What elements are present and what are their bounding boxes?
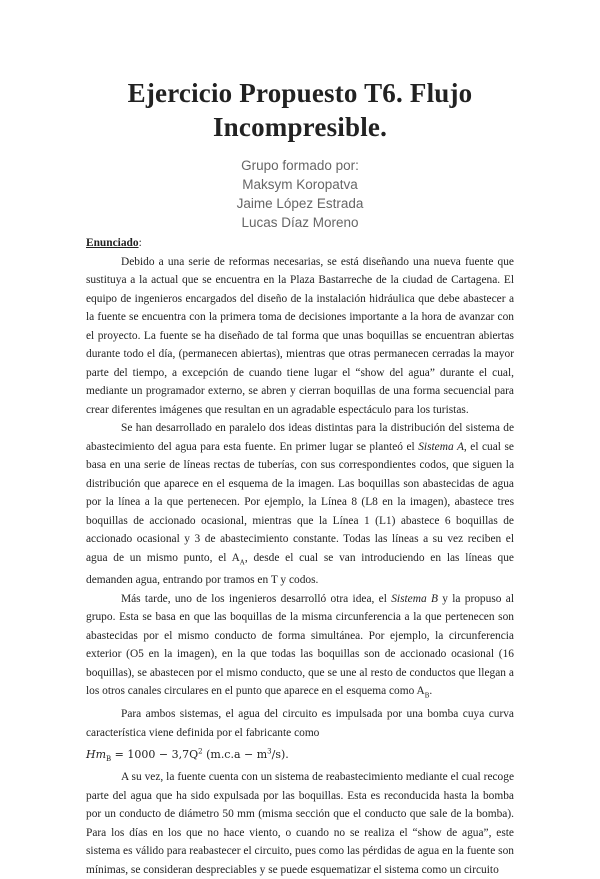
authors-block [86,156,514,232]
formula-sup: 3 [267,747,272,756]
paragraph: A su vez, la fuente cuenta con un sistema de reabastecimiento mediante el cual recoge parte del agua que ha sido expulsada por las boquillas. Esta es reconducida hasta la bomba por un conducto de diámetro 50 mm (misma sección que el conducto que sale de la bomba). Para los días en los que no hace viento, o cuando no se realiza el “show de agua”, este sistema es válido para reabastecer el circuito, pues como las pérdidas de agua en la fuente son mínimas, se consideran despreciables y se puede esquematizar el sistema como un circuito [86,771,514,876]
pump-curve-formula [86,748,289,761]
subscript: B [424,691,430,700]
section-heading-text: Enunciado [86,237,139,249]
paragraph-text: Se han desarrollado en paralelo dos ideas distintas para la distribución del sistema de abastecimiento del agua para esta fuente. En primer lugar se planteó el [86,422,514,453]
section-heading-colon: : [138,237,142,249]
formula-rhs: /s). [271,747,289,761]
system-a-name: Sistema A [418,440,464,453]
paragraph-text: , desde el cual se van introduciendo en las líneas que demanden agua, entrando por tramos en T y codos. [86,551,514,587]
author-name: Lucas Díaz Moreno [241,215,359,230]
formula-lhs-sub: B [106,754,112,763]
paragraph [86,590,514,705]
document-body [86,234,514,879]
formula-lhs: Hm [86,747,107,761]
paragraph-text: . [429,685,433,698]
document-title: Ejercicio Propuesto T6. Flujo Incompresible. [127,78,473,142]
formula-rhs: = 1000 − 3,7Q [111,747,199,761]
paragraph [86,705,514,768]
paragraph-text: y la propuso al grupo. Esta se basa en que las boquillas de la misma circunferencia a la que pertenecen son abastecidas por el mismo conducto de forma simultánea. Por ejemplo, la circunferencia exterior (O5 en la imagen), en la que todas las boquillas son de accionado ocasional (16 boquillas), se abastecen por el mismo conducto, que se une al resto de conductos que llegan a los otros canales circulares en el punto que aparece en el esquema como A [86,592,514,698]
author-name: Jaime López Estrada [236,196,364,211]
paragraph-text: Más tarde, uno de los ingenieros desarrolló otra idea, el [121,592,392,605]
subscript: A [239,557,245,566]
section-heading [86,234,514,253]
paragraph-text: Para ambos sistemas, el agua del circuito es impulsada por una bomba cuya curva característica viene definida por el fabricante como [86,708,514,739]
author-name: Maksym Koropatva [242,177,358,192]
paragraph-text: , el cual se basa en una serie de líneas rectas de tuberías, con sus correspondientes codos, que siguen la distribución que aparece en el esquema de la imagen. Las boquillas son abastecidas de agua por la línea a la que pertenecen. Por ejemplo, la Línea 8 (L8 en la imagen), abastece tres boquillas de accionado ocasional, mientras que la Línea 1 (L1) abastece 6 boquillas de accionado ocasional y 3 de abastecimiento constante. Todas las líneas a su vez reciben el agua de un mismo punto, el A [86,440,514,564]
formula-sup: 2 [198,747,203,756]
formula-rhs: (m.c.a − m [202,747,268,761]
authors-label: Grupo formado por: [241,158,359,173]
paragraph [86,419,514,590]
paragraph: Debido a una serie de reformas necesarias, se está diseñando una nueva fuente que sustituya a la actual que se encuentra en la Plaza Bastarreche de la ciudad de Cartagena. El equipo de ingenieros encargados del diseño de la instalación hidráulica que debe abastecer a la fuente se encuentra con la primera toma de decisiones importante a la hora de avanzar con el proyecto. La fuente se ha diseñado de tal forma que unas boquillas se encuentran abiertas durante todo el día, (permanecen abiertas), mientras que otras permanecen cerradas la mayor parte del tiempo, a excepción de cuando tiene lugar el “show del agua” durante el cual, mediante un programador externo, se abren y cierran boquillas de una forma secuencial para crear diferentes imágenes que resultan en un agradable espectáculo para los turistas. [86,255,514,416]
system-b-name: Sistema B [391,592,438,605]
